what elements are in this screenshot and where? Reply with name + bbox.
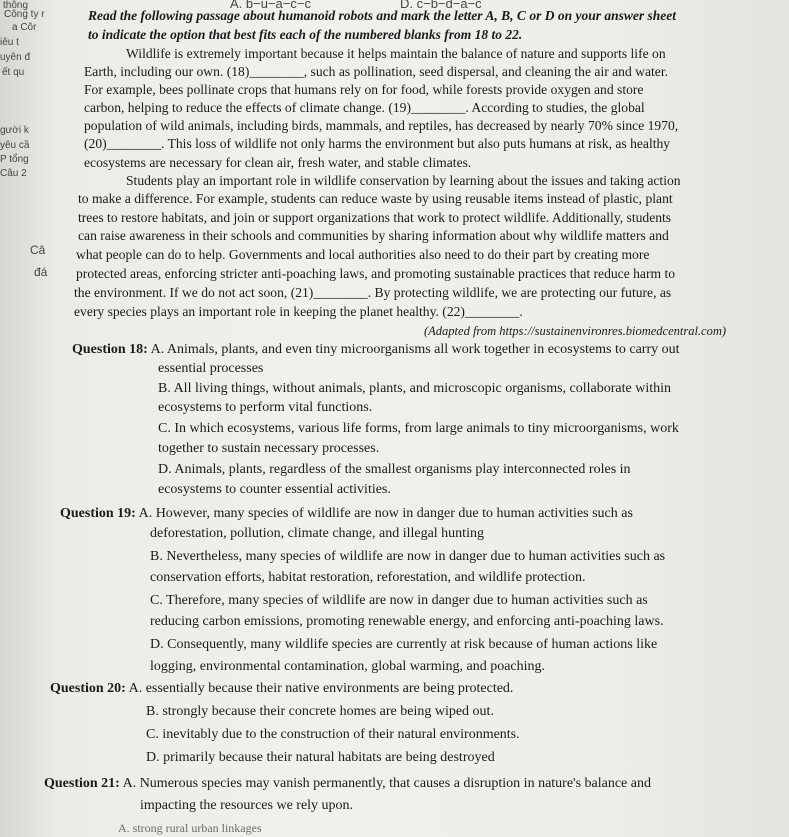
passage-line: to make a difference. For example, students can reduce waste by using reusable items instead of plastic, plant (78, 191, 673, 206)
option-18b: B. All living things, without animals, plants, and microscopic organisms, collaborate within (158, 381, 672, 396)
option-19a-cont: deforestation, pollution, climate change, and illegal hunting (150, 526, 484, 541)
question-20 (50, 681, 513, 697)
question-20-label: Question 20: (50, 681, 126, 696)
instruction-line-2: to indicate the option that best fits each of the numbered blanks from 18 to 22. (88, 27, 523, 42)
option-18c-cont: together to sustain necessary processes. (158, 441, 380, 456)
passage-line: Earth, including our own. (18)________, such as pollination, seed dispersal, and cleaning the air and water. (84, 64, 669, 79)
side-fragment: iêu t (0, 37, 19, 48)
option-19d-cont: logging, environmental contamination, global warming, and poaching. (150, 659, 546, 674)
option-18d: D. Animals, plants, regardless of the smallest organisms play interconnected roles in (158, 462, 631, 477)
question-18-label: Question 18: (72, 342, 148, 357)
option-18d-cont: ecosystems to counter essential activities. (158, 482, 391, 497)
side-fragment: thông (3, 0, 29, 11)
option-20a: A. essentially because their native environments are being protected. (128, 681, 514, 696)
side-fragment: đá (34, 265, 48, 279)
passage-source: (Adapted from https://sustainenvironres.biomedcentral.com) (424, 324, 727, 338)
side-fragment: uyên đ (0, 52, 31, 63)
top-cutoff-line: A. b−u−a−c−c (230, 0, 311, 11)
cutoff-line: A. strong rural urban linkages (118, 821, 262, 835)
side-fragment: P tổng (0, 154, 29, 165)
passage-line: can raise awareness in their schools and communities by sharing information about why wildlife matters and (78, 228, 669, 243)
option-21a-cont: impacting the resources we rely upon. (140, 798, 354, 813)
option-18a-cont: essential processes (158, 361, 264, 376)
side-fragment: gười k (0, 125, 29, 136)
option-19d: D. Consequently, many wildlife species are currently at risk because of human actions like (150, 637, 658, 652)
option-19c: C. Therefore, many species of wildlife are now in danger due to human activities such as (150, 593, 648, 608)
side-fragment: Câ (30, 243, 46, 257)
side-fragment: a Côr (12, 22, 37, 33)
question-21-label: Question 21: (44, 776, 120, 791)
passage-line: population of wild animals, including birds, mammals, and reptiles, has decreased by nearly 70% since 1970, (84, 118, 679, 133)
passage-line: carbon, helping to reduce the effects of climate change. (19)________. According to studies, the global (84, 100, 645, 115)
instruction-line-1: Read the following passage about humanoid robots and mark the letter A, B, C or D on your answer sheet (88, 8, 676, 23)
question-19-label: Question 19: (60, 506, 136, 521)
passage-line: what people can do to help. Governments and local authorities also need to do their part by creating more (76, 247, 650, 262)
passage-line: Students play an important role in wildlife conservation by learning about the issues and taking action (126, 173, 681, 188)
question-19 (60, 506, 633, 522)
option-19a: A. However, many species of wildlife are now in danger due to human activities such as (138, 506, 633, 521)
passage-line: ecosystems are necessary for clean air, fresh water, and stable climates. (84, 155, 472, 170)
passage-line: Wildlife is extremely important because it helps maintain the balance of nature and supports life on (126, 46, 666, 61)
side-fragment: Công ty r (4, 9, 45, 20)
option-18c: C. In which ecosystems, various life forms, from large animals to tiny microorganisms, work (158, 421, 679, 436)
passage-line: trees to restore habitats, and join or support organizations that work to protect wildlife. Additionally, students (78, 210, 672, 225)
passage-line: (20)________. This loss of wildlife not only harms the environment but also puts humans at risk, as healthy (84, 136, 671, 151)
passage-line: the environment. If we do not act soon, (21)________. By protecting wildlife, we are protecting our future, as (74, 285, 672, 300)
option-18a: A. Animals, plants, and even tiny microorganisms all work together in ecosystems to carry out (150, 342, 680, 357)
top-cutoff-line: D. c−b−d−a−c (400, 0, 482, 11)
passage-line: protected areas, enforcing stricter anti-poaching laws, and promoting sustainable practices that reduce harm to (76, 266, 676, 281)
option-19b-cont: conservation efforts, habitat restoration, reforestation, and wildlife protection. (150, 570, 586, 585)
option-19c-cont: reducing carbon emissions, promoting renewable energy, and enforcing anti-poaching laws. (150, 614, 664, 629)
side-fragment: ết qu (2, 67, 25, 78)
passage-line: every species plays an important role in keeping the planet healthy. (22)________. (74, 304, 523, 319)
side-fragment: yêu cầ (0, 140, 30, 151)
question-18 (72, 342, 680, 358)
option-18b-cont: ecosystems to perform vital functions. (158, 400, 373, 415)
option-20b: B. strongly because their concrete homes are being wiped out. (146, 704, 494, 719)
option-19b: B. Nevertheless, many species of wildlife are now in danger due to human activities such as (150, 549, 666, 564)
option-20d: D. primarily because their natural habitats are being destroyed (146, 750, 495, 765)
option-21a: A. Numerous species may vanish permanently, that causes a disruption in nature's balance and (122, 776, 651, 791)
question-21 (44, 776, 651, 792)
passage-line: For example, bees pollinate crops that humans rely on for food, while forests provide oxygen and store (84, 82, 644, 97)
side-fragment: Câu 2 (0, 168, 27, 179)
option-20c: C. inevitably due to the construction of their natural environments. (146, 727, 520, 742)
